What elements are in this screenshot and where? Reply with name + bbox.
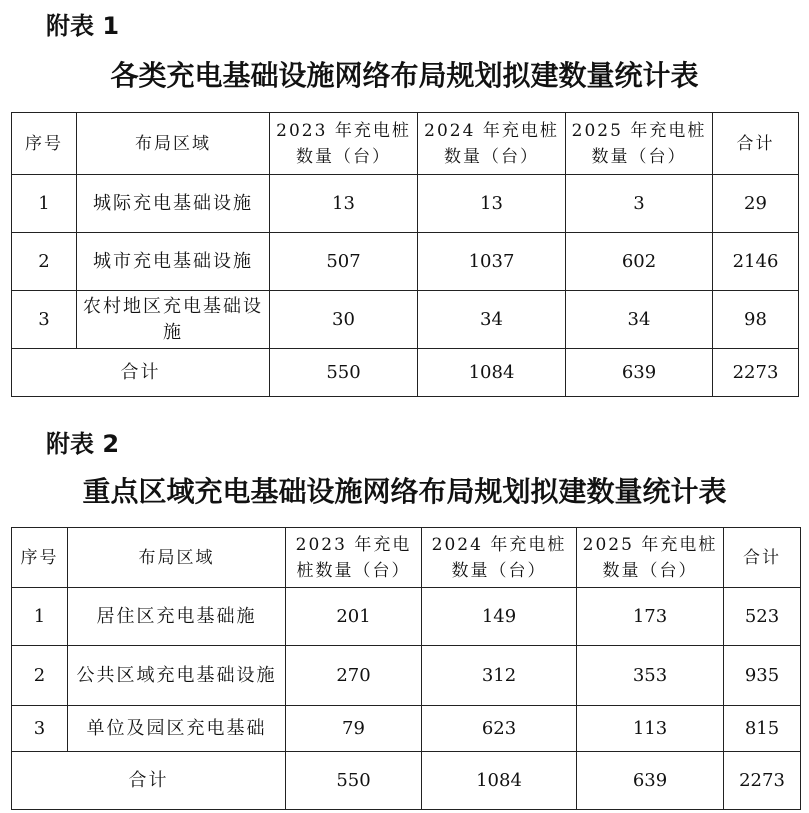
header-no: 序号 xyxy=(12,528,68,588)
cell-sum-2024: 1084 xyxy=(418,349,566,397)
appendix-2-title: 重点区域充电基础设施网络布局规划拟建数量统计表 xyxy=(82,475,727,508)
header-2025: 2025 年充电桩数量（台） xyxy=(566,113,713,175)
appendix-2-table xyxy=(11,527,801,810)
cell-2023: 79 xyxy=(286,706,422,752)
cell-2025: 173 xyxy=(577,588,724,646)
cell-2025: 113 xyxy=(577,706,724,752)
cell-2025: 3 xyxy=(566,175,713,233)
table-sum-row xyxy=(12,349,799,397)
cell-2024: 149 xyxy=(422,588,577,646)
table-row xyxy=(12,291,799,349)
cell-total: 29 xyxy=(713,175,799,233)
cell-total: 523 xyxy=(724,588,801,646)
header-2025: 2025 年充电桩数量（台） xyxy=(577,528,724,588)
cell-sum-label: 合计 xyxy=(12,752,286,810)
header-2024: 2024 年充电桩数量（台） xyxy=(422,528,577,588)
header-no: 序号 xyxy=(12,113,77,175)
cell-total: 2146 xyxy=(713,233,799,291)
cell-2023: 507 xyxy=(270,233,418,291)
header-2023: 2023 年充电桩数量（台） xyxy=(270,113,418,175)
cell-no: 1 xyxy=(12,588,68,646)
appendix-1-label: 附表 1 xyxy=(46,12,120,40)
cell-region: 单位及园区充电基础 xyxy=(68,706,286,752)
table-header-row xyxy=(12,113,799,175)
table-row xyxy=(12,588,801,646)
header-total: 合计 xyxy=(724,528,801,588)
cell-2024: 312 xyxy=(422,646,577,706)
cell-no: 3 xyxy=(12,291,77,349)
header-2023: 2023 年充电桩数量（台） xyxy=(286,528,422,588)
cell-2023: 30 xyxy=(270,291,418,349)
cell-2024: 34 xyxy=(418,291,566,349)
table-sum-row xyxy=(12,752,801,810)
cell-sum-label: 合计 xyxy=(12,349,270,397)
header-2024: 2024 年充电桩数量（台） xyxy=(418,113,566,175)
cell-region: 居住区充电基础施 xyxy=(68,588,286,646)
cell-total: 935 xyxy=(724,646,801,706)
cell-sum-2023: 550 xyxy=(286,752,422,810)
cell-2023: 13 xyxy=(270,175,418,233)
cell-no: 2 xyxy=(12,233,77,291)
table-row xyxy=(12,706,801,752)
cell-2024: 13 xyxy=(418,175,566,233)
cell-2025: 602 xyxy=(566,233,713,291)
header-total: 合计 xyxy=(713,113,799,175)
cell-2025: 34 xyxy=(566,291,713,349)
cell-sum-2023: 550 xyxy=(270,349,418,397)
cell-sum-total: 2273 xyxy=(713,349,799,397)
cell-total: 815 xyxy=(724,706,801,752)
table-row xyxy=(12,233,799,291)
cell-sum-2025: 639 xyxy=(577,752,724,810)
cell-region: 城际充电基础设施 xyxy=(77,175,270,233)
cell-2024: 623 xyxy=(422,706,577,752)
appendix-2-label: 附表 2 xyxy=(46,430,120,458)
table-row xyxy=(12,175,799,233)
cell-total: 98 xyxy=(713,291,799,349)
cell-sum-2024: 1084 xyxy=(422,752,577,810)
cell-2023: 270 xyxy=(286,646,422,706)
table-row xyxy=(12,646,801,706)
cell-2024: 1037 xyxy=(418,233,566,291)
cell-no: 1 xyxy=(12,175,77,233)
cell-sum-2025: 639 xyxy=(566,349,713,397)
cell-2025: 353 xyxy=(577,646,724,706)
appendix-1-table xyxy=(11,112,799,397)
cell-region: 农村地区充电基础设施 xyxy=(77,291,270,349)
header-region: 布局区域 xyxy=(77,113,270,175)
cell-2023: 201 xyxy=(286,588,422,646)
table-header-row xyxy=(12,528,801,588)
cell-region: 城市充电基础设施 xyxy=(77,233,270,291)
appendix-1-title: 各类充电基础设施网络布局规划拟建数量统计表 xyxy=(110,59,699,92)
cell-sum-total: 2273 xyxy=(724,752,801,810)
cell-no: 2 xyxy=(12,646,68,706)
cell-no: 3 xyxy=(12,706,68,752)
cell-region: 公共区域充电基础设施 xyxy=(68,646,286,706)
header-region: 布局区域 xyxy=(68,528,286,588)
